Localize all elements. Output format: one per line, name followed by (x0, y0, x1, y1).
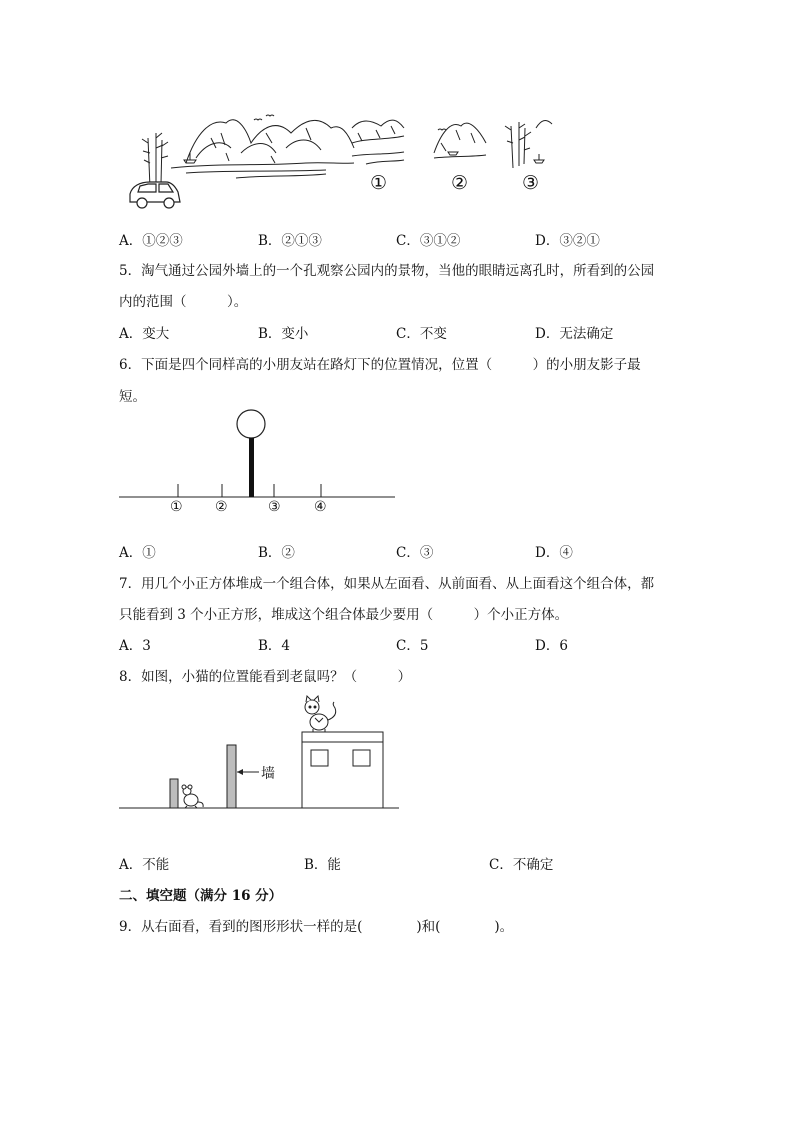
q5-text-line1: 5．淘气通过公园外墙上的一个孔观察公园内的景物，当他的眼睛远离孔时，所看到的公园 (119, 263, 655, 279)
q5-option-b[interactable]: B．变小 (258, 326, 309, 342)
q5-option-a[interactable]: A．变大 (119, 326, 170, 342)
q7-option-a[interactable]: A．3 (119, 638, 151, 654)
position-label-1: ① (170, 499, 183, 515)
q6-text-line2: 短。 (119, 389, 146, 405)
position-label-4: ④ (314, 499, 327, 515)
q4-option-d[interactable]: D．③②① (535, 233, 600, 249)
cat-mouse-diagram (119, 690, 404, 815)
q6-text-line1: 6．下面是四个同样高的小朋友站在路灯下的位置情况，位置（ ）的小朋友影子最 (119, 357, 641, 373)
q8-option-c[interactable]: C．不确定 (489, 857, 554, 873)
wall (227, 745, 236, 808)
q7-text-line1: 7．用几个小正方体堆成一个组合体，如果从左面看、从前面看、从上面看这个组合体，都 (119, 576, 655, 592)
q6-option-b[interactable]: B．② (258, 545, 295, 561)
q6-option-a[interactable]: A．① (119, 545, 156, 561)
view-label-3: ③ (522, 172, 540, 194)
q8-cat-mouse-figure (119, 690, 404, 815)
q7-option-d[interactable]: D．6 (535, 638, 568, 654)
q8-text-line1: 8．如图，小猫的位置能看到老鼠吗？（ ） (119, 669, 412, 685)
q5-option-c[interactable]: C．不变 (396, 326, 447, 342)
position-label-2: ② (215, 499, 228, 515)
q9-text-line1: 9．从右面看，看到的图形形状一样的是( )和( )。 (119, 919, 514, 935)
q8-option-b[interactable]: B．能 (304, 857, 341, 873)
q4-option-b[interactable]: B．②①③ (258, 233, 322, 249)
short-post (170, 779, 178, 808)
view-label-2: ② (451, 172, 469, 194)
lamp-icon (237, 410, 265, 438)
q5-option-d[interactable]: D．无法确定 (535, 326, 614, 342)
q6-streetlight-figure (119, 405, 399, 520)
q5-text-line2: 内的范围（ ）。 (119, 294, 248, 310)
wall-label: 墙 (261, 766, 275, 782)
q8-option-a[interactable]: A．不能 (119, 857, 170, 873)
q4-option-a[interactable]: A．①②③ (119, 233, 183, 249)
view-3-drawing (505, 121, 552, 168)
view-label-1: ① (370, 172, 388, 194)
view-2-drawing (434, 123, 486, 158)
streetlight-diagram (119, 405, 399, 520)
car-icon (130, 182, 180, 208)
q7-option-b[interactable]: B．4 (258, 638, 291, 654)
view-1-drawing (352, 120, 404, 164)
q7-option-c[interactable]: C．5 (396, 638, 429, 654)
q4-figure (126, 108, 566, 214)
position-label-3: ③ (268, 499, 281, 515)
cat-icon (305, 696, 336, 732)
mouse-icon (182, 785, 203, 808)
section-2-heading: 二、填空题（满分 16 分） (119, 888, 283, 904)
q4-option-c[interactable]: C．③①② (396, 233, 461, 249)
building (302, 732, 383, 808)
q6-option-d[interactable]: D．④ (535, 545, 573, 561)
lamp-post (249, 438, 254, 497)
q4-landscape-drawing (126, 108, 566, 214)
q6-option-c[interactable]: C．③ (396, 545, 434, 561)
q7-text-line2: 只能看到 3 个小正方形，堆成这个组合体最少要用（ ）个小正方体。 (119, 607, 569, 623)
